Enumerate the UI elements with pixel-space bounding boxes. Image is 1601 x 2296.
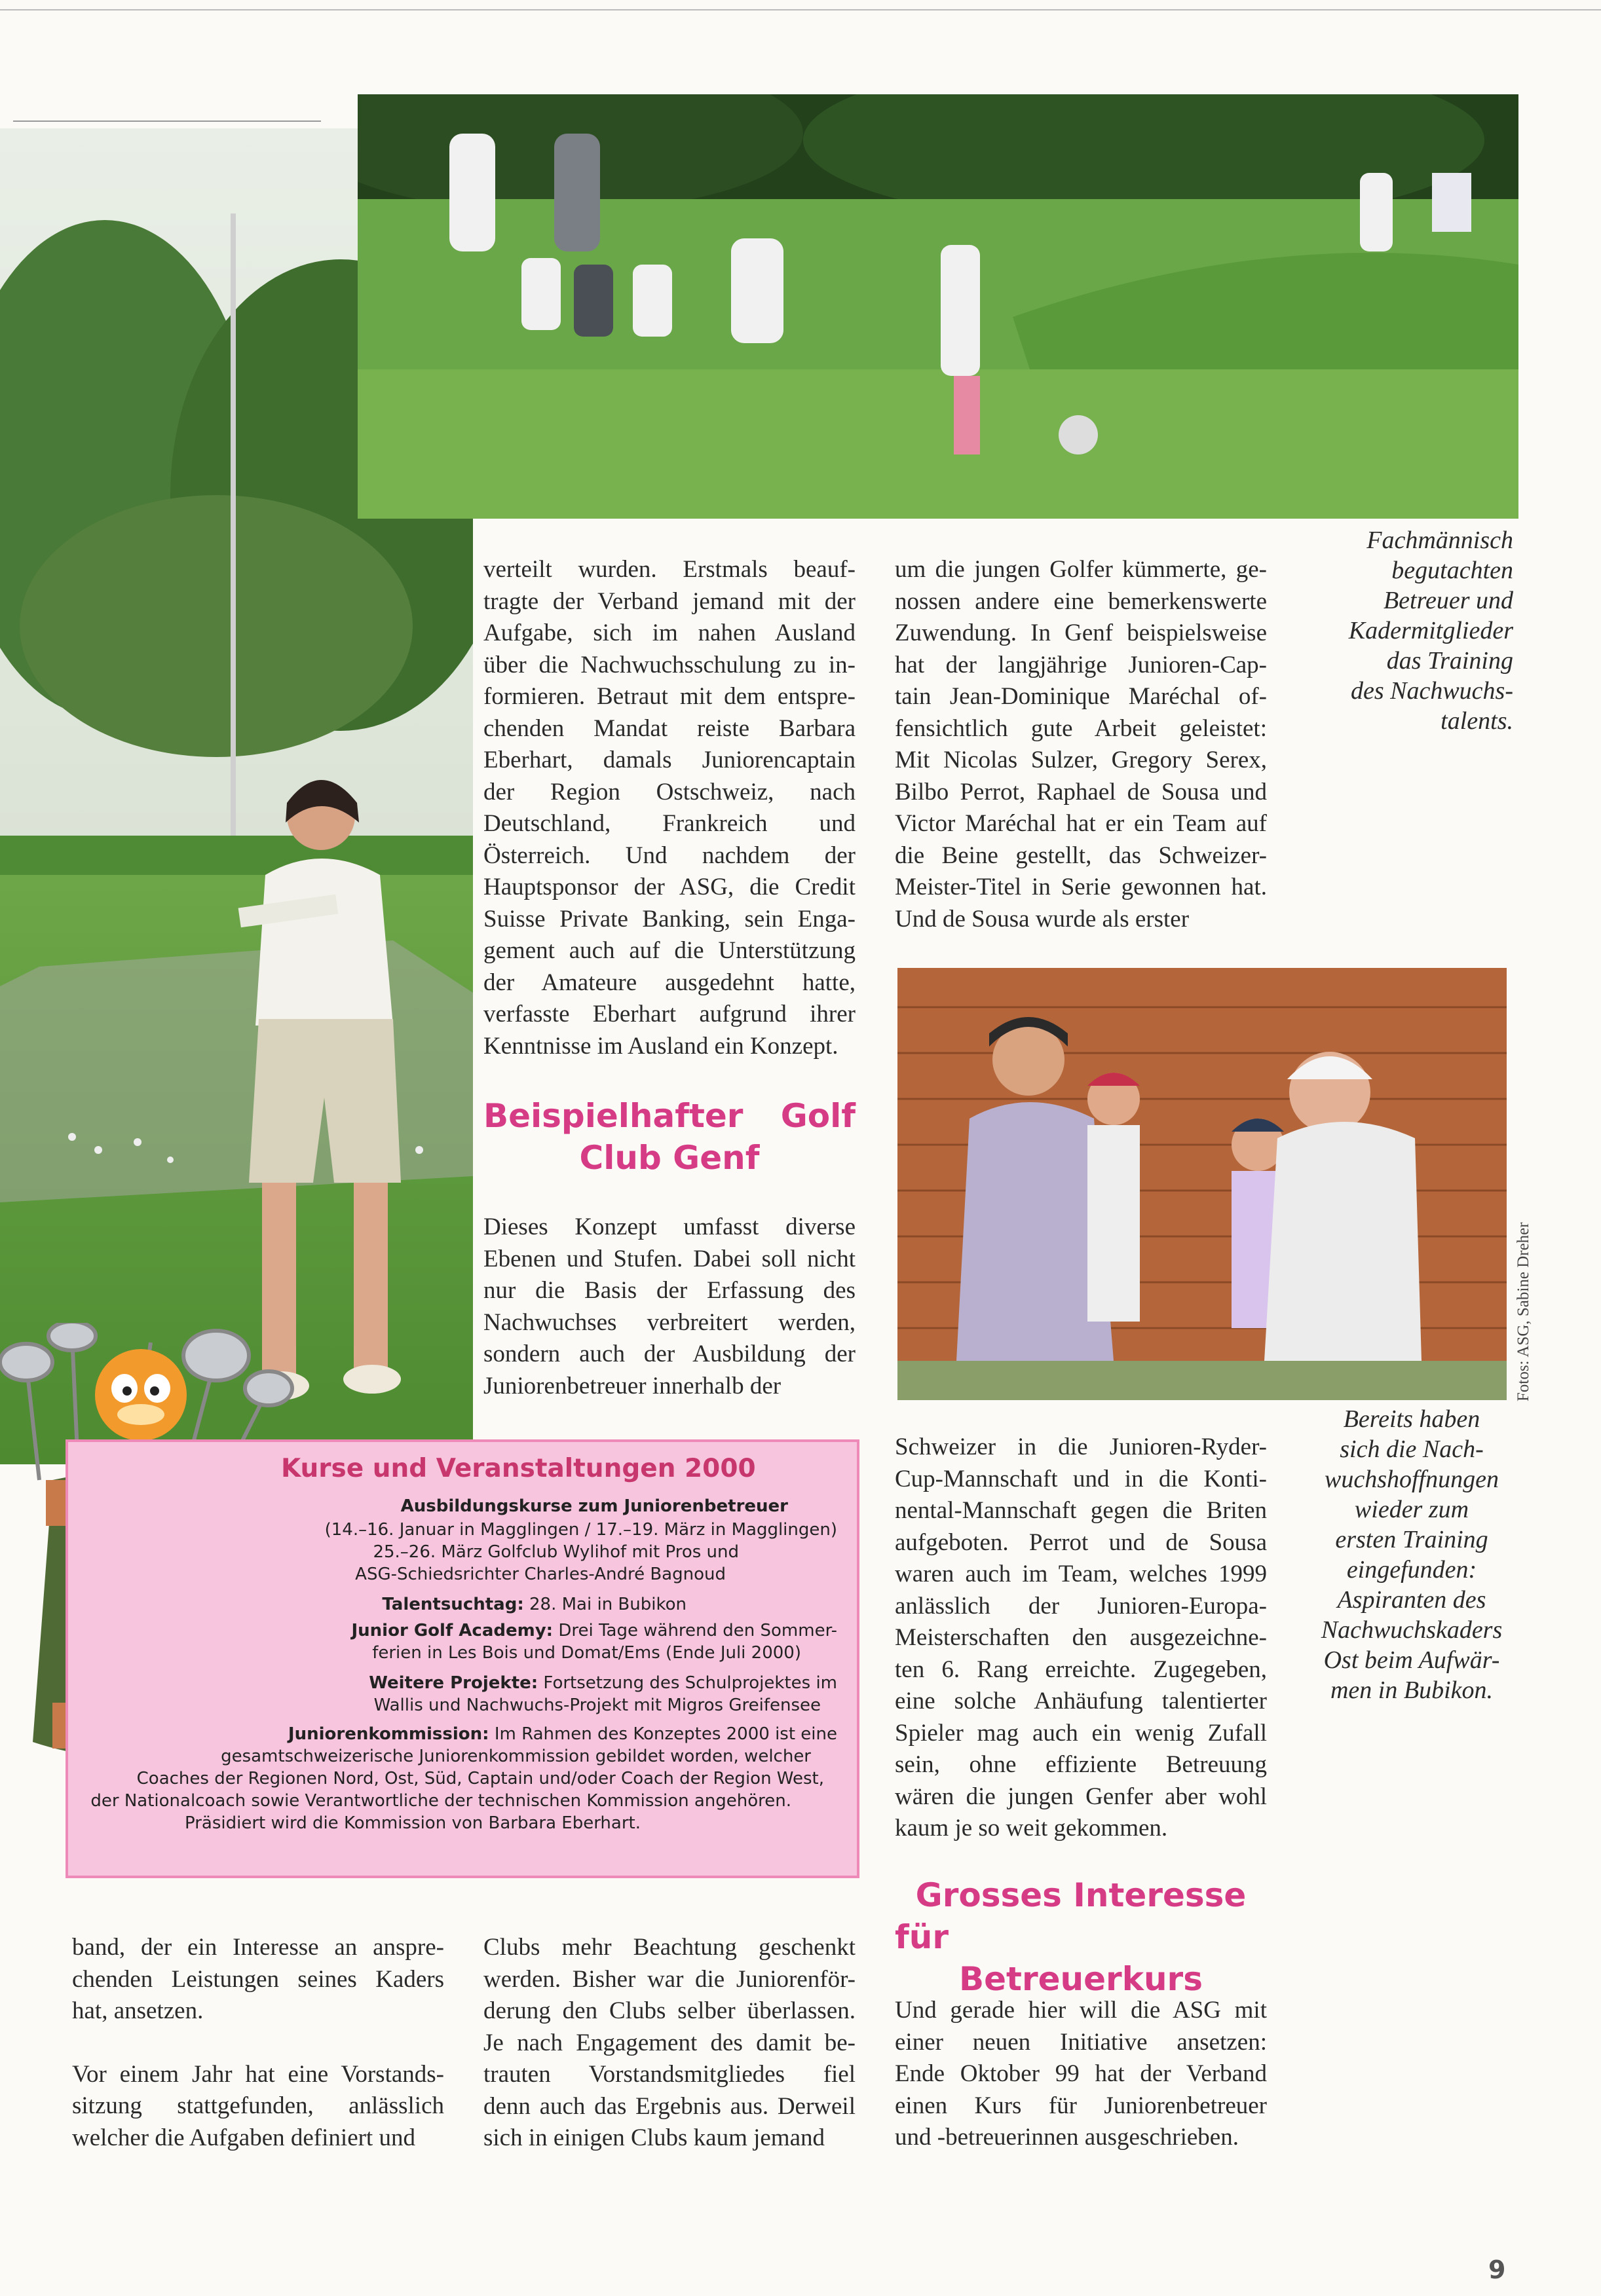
text-line: der Region Ostschweiz, nach [483, 778, 856, 805]
info-box-line [185, 1813, 641, 1834]
info-box-line [221, 1746, 811, 1767]
info-box-text: ferien in Les Bois und Domat/Ems (Ende Juli 2000) [372, 1643, 801, 1663]
caption-line: ersten Training [1335, 1526, 1488, 1553]
text-line: Club Genf [579, 1139, 760, 1177]
caption-line: men in Bubikon. [1330, 1676, 1493, 1704]
info-box-events-2000 [66, 1439, 859, 1878]
caption-top [1304, 525, 1513, 736]
photo-kids-warmup [897, 968, 1507, 1400]
text-line: Je nach Engagement des damit be- [483, 2029, 856, 2056]
caption-line: Kadermitglieder [1348, 617, 1513, 644]
text-line: Zuwendung. In Genf beispielsweise [895, 620, 1267, 646]
info-box-line [325, 1519, 837, 1540]
text-line: Nachwuchses verbreitert werden, [483, 1308, 856, 1336]
info-box-label: Juniorenkommission: [288, 1724, 489, 1744]
text-line: sich in einigen Clubs kaum jemand [483, 2124, 825, 2151]
text-line: einen Kurs für Juniorenbetreuer [895, 2092, 1267, 2119]
text-line: Beispielhafter Golf [483, 1097, 856, 1135]
caption-line: sich die Nach- [1340, 1435, 1484, 1463]
info-box-line [355, 1564, 726, 1585]
info-box-line [382, 1594, 687, 1615]
text-line: derung den Clubs selber überlassen. [483, 1997, 856, 2024]
column-right-middle [895, 1432, 1267, 1845]
caption-line: Aspiranten des [1337, 1586, 1486, 1614]
text-line: Österreich. Und nachdem der [483, 842, 856, 869]
text-line: Victor Maréchal hat er ein Team auf [895, 810, 1267, 837]
text-line: der Amateure ausgedehnt hatte, [483, 969, 856, 996]
text-line: anlässlich der Junioren-Europa- [895, 1592, 1267, 1620]
info-box-text: Im Rahmen des Konzeptes 2000 ist eine [494, 1724, 837, 1744]
left-bottom-paragraph-1 [72, 1932, 444, 2028]
photo-training-group [358, 94, 1518, 519]
text-line: aufgeboten. Perrot und de Sousa [895, 1528, 1267, 1556]
text-line: waren auch im Team, welches 1999 [895, 1561, 1267, 1587]
text-line: verfasste Eberhart aufgrund ihrer [483, 1001, 856, 1028]
column-left-bottom [72, 1932, 444, 2154]
text-line: Aufgabe, sich im nahen Ausland [483, 620, 856, 646]
text-line: Ebenen und Stufen. Dabei soll nicht [483, 1245, 856, 1272]
column-right-bottom [895, 1995, 1267, 2154]
caption-line: Bereits haben [1343, 1405, 1480, 1433]
text-line: Mit Nicolas Sulzer, Gregory Serex, [895, 747, 1267, 773]
text-line: band, der ein Interesse an anspre- [72, 1934, 444, 1961]
left-rule [13, 120, 321, 122]
text-line: um die jungen Golfer kümmerte, ge- [895, 556, 1267, 583]
text-line: nossen andere eine bemerkenswerte [895, 587, 1267, 615]
text-line: Und de Sousa wurde als erster [895, 905, 1190, 933]
text-line: welcher die Aufgaben definiert und [72, 2124, 415, 2151]
text-line: werden. Bisher war die Juniorenför- [483, 1965, 856, 1993]
caption-line: talents. [1441, 707, 1513, 735]
text-line: wären die jungen Genfer aber wohl [895, 1783, 1267, 1810]
text-line: und -betreuerinnen ausgeschrieben. [895, 2124, 1239, 2151]
info-box-line [351, 1620, 837, 1641]
info-box-line [137, 1768, 824, 1789]
caption-line: das Training [1386, 647, 1513, 675]
info-box-label: Junior Golf Academy: [351, 1621, 554, 1640]
info-box-title: Kurse und Veranstaltungen 2000 [281, 1454, 756, 1483]
info-box-text: 25.–26. März Golfclub Wylihof mit Pros und [373, 1542, 739, 1562]
text-line: Hauptsponsor der ASG, die Credit [483, 874, 856, 900]
photo-credit: Fotos: ASG, Sabine Dreher [1515, 1222, 1532, 1401]
text-line: sein, ohne effiziente Betreuung [895, 1751, 1267, 1778]
info-box-line [90, 1790, 791, 1811]
top-rule [0, 9, 1601, 10]
caption-line: wuchshoffnungen [1325, 1466, 1499, 1493]
caption-line: Betreuer und [1383, 587, 1513, 614]
text-line: ten 6. Rang erreichte. Zugegeben, [895, 1656, 1267, 1683]
text-line: chenden Leistungen seines Kaders [72, 1965, 444, 1993]
page-number: 9 [1488, 2255, 1506, 2284]
text-line: Clubs mehr Beachtung geschenkt [483, 1934, 856, 1961]
info-box-line [374, 1695, 821, 1716]
text-line: tragte der Verband jemand mit der [483, 587, 856, 615]
info-box-text: 28. Mai in Bubikon [529, 1595, 687, 1614]
text-line: einer neuen Initiative ansetzen: [895, 2028, 1267, 2056]
info-box-label: Ausbildungskurse zum Juniorenbetreuer [400, 1496, 788, 1516]
text-line: nur die Basis der Erfassung des [483, 1277, 856, 1304]
text-line: chenden Mandat reiste Barbara [483, 714, 856, 742]
text-line: verteilt wurden. Erstmals beauf- [483, 556, 856, 583]
text-line: sitzung stattgefunden, anlässlich [72, 2092, 444, 2119]
info-box-text: Präsidiert wird die Kommission von Barbara Eberhart. [184, 1813, 641, 1833]
info-box-text: (14.–16. Januar in Magglingen / 17.–19. März in Magglingen) [324, 1520, 837, 1540]
text-line: Meisterschaften den ausgezeichne- [895, 1624, 1267, 1651]
caption-line: begutachten [1391, 557, 1513, 584]
text-line: die Beine gestellt, das Schweizer- [895, 842, 1267, 869]
caption-line: wieder zum [1354, 1496, 1469, 1523]
text-line: Kenntnisse im Ausland ein Konzept. [483, 1032, 838, 1060]
text-line: sondern auch der Ausbildung der [483, 1341, 856, 1367]
text-line: Und gerade hier will die ASG mit [895, 1997, 1267, 2024]
text-line: Meister-Titel in Serie gewonnen hat. [895, 874, 1267, 900]
text-line: kaum je so weit gekommen. [895, 1815, 1168, 1842]
text-line: trauten Vorstandsmitgliedes fiel [483, 2061, 856, 2088]
caption-line: eingefunden: [1346, 1556, 1477, 1583]
text-line: Bilbo Perrot, Raphael de Sousa und [895, 778, 1267, 805]
info-box-line [288, 1724, 837, 1745]
text-line: Betreuerkurs [959, 1960, 1203, 1998]
text-line: Spieler mag auch ein wenig Zufall [895, 1719, 1267, 1747]
left-bottom-paragraph-2 [72, 2059, 444, 2155]
text-line: eine solche Anhäufung talentierter [895, 1688, 1267, 1714]
info-box-text: gesamtschweizerische Juniorenkommission gebildet worden, welcher [221, 1747, 811, 1766]
info-box-text: Coaches der Regionen Nord, Ost, Süd, Captain und/oder Coach der Region West, [136, 1769, 824, 1788]
heading-grosses-interesse [895, 1874, 1267, 2000]
caption-line: des Nachwuchs- [1350, 677, 1513, 705]
text-line: formieren. Betraut mit dem entspre- [483, 683, 856, 710]
info-box-label: Weitere Projekte: [369, 1673, 538, 1693]
caption-line: Nachwuchskaders [1321, 1616, 1503, 1644]
text-line: Deutschland, Frankreich und [483, 810, 856, 837]
text-line: Dieses Konzept umfasst diverse [483, 1213, 856, 1240]
info-box-text: der Nationalcoach sowie Verantwortliche der technischen Kommission angehören. [90, 1791, 791, 1811]
heading-beispielhafter [483, 1095, 856, 1179]
column-mid-bottom [483, 1932, 856, 2155]
info-box-line [369, 1673, 837, 1694]
caption-bottom [1304, 1404, 1520, 1705]
text-line: tain Jean-Dominique Maréchal of- [895, 683, 1267, 710]
caption-line: Fachmännisch [1366, 527, 1513, 554]
text-line: über die Nachwuchsschulung zu in- [483, 651, 856, 678]
info-box-line [373, 1542, 739, 1563]
caption-line: Ost beim Aufwär- [1323, 1646, 1500, 1674]
text-line: hat, ansetzen. [72, 1997, 204, 2024]
info-box-text: Wallis und Nachwuchs-Projekt mit Migros Greifensee [373, 1695, 821, 1715]
text-line: fensichtlich gute Arbeit geleistet: [895, 714, 1267, 742]
info-box-label: Talentsuchtag: [382, 1595, 524, 1614]
text-line: nental-Mannschaft gegen die Briten [895, 1497, 1267, 1524]
info-box-text: Drei Tage während den Sommer- [558, 1621, 837, 1640]
text-line: Ende Oktober 99 hat der Verband [895, 2060, 1267, 2087]
info-box-line [372, 1642, 801, 1663]
text-line: Cup-Mannschaft und in die Konti- [895, 1465, 1267, 1492]
text-line: Juniorenbetreuer innerhalb der [483, 1372, 782, 1399]
text-line: Suisse Private Banking, sein Enga- [483, 905, 856, 933]
column-mid-top [483, 554, 856, 1062]
column-mid-middle [483, 1212, 856, 1402]
text-line: hat der langjährige Junioren-Cap- [895, 651, 1267, 678]
info-box-line [401, 1496, 788, 1517]
text-line: Eberhart, damals Juniorencaptain [483, 747, 856, 773]
column-right-top [895, 554, 1267, 935]
text-line: Schweizer in die Junioren-Ryder- [895, 1434, 1267, 1460]
text-line: gement auch auf die Unterstützung [483, 937, 856, 964]
info-box-text: ASG-Schiedsrichter Charles-André Bagnoud [355, 1565, 726, 1584]
text-line: Vor einem Jahr hat eine Vorstands- [72, 2060, 444, 2088]
info-box-text: Fortsetzung des Schulprojektes im [543, 1673, 837, 1693]
text-line: denn auch das Ergebnis aus. Derweil [483, 2092, 856, 2120]
text-line: Grosses Interesse für [895, 1876, 1247, 1956]
